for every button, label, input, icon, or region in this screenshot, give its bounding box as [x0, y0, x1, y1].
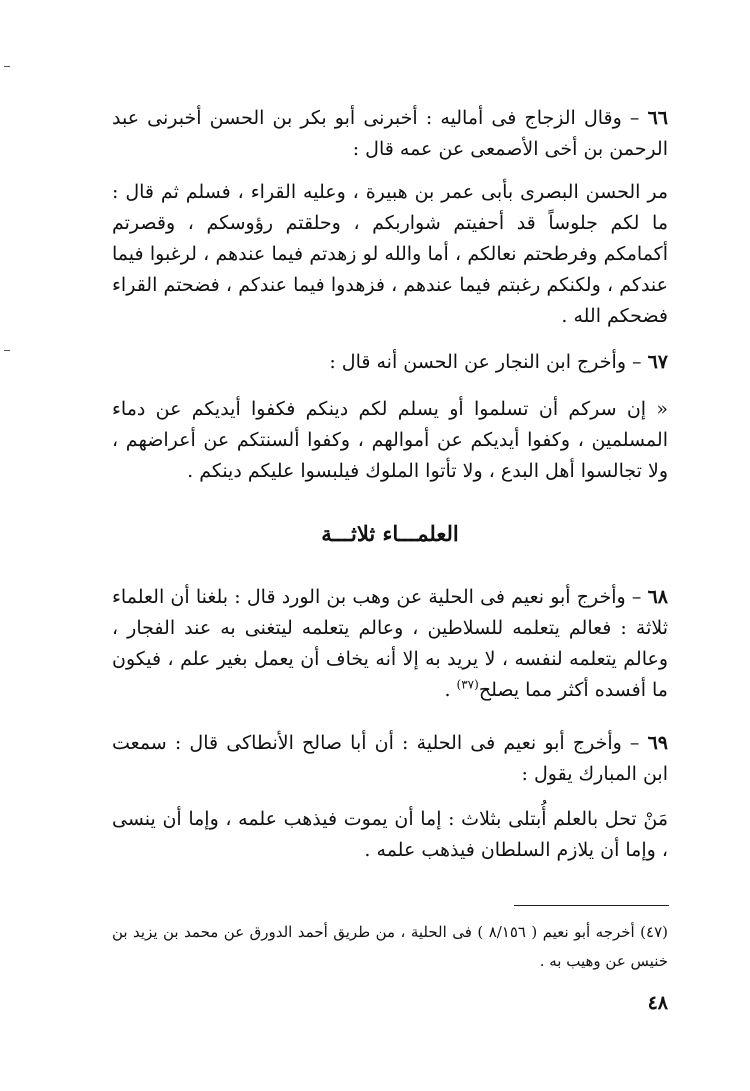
paragraph-text: – وأخرج أبو نعيم فى الحلية : أن أبا صالح الأنطاكى قال : سمعت ابن المبارك يقول : — [112, 732, 668, 785]
paragraph-text: – وقال الزجاج فى أماليه : أخبرنى أبو بكر بن الحسن أخبرنى عبد الرحمن بن أخى الأصمعى عن عمه قال : — [112, 107, 668, 160]
paragraph-69-quote — [112, 804, 668, 866]
section-heading: العلمـــاء ثلاثـــة — [321, 521, 459, 546]
paragraph-67 — [112, 347, 668, 378]
quote-text: مر الحسن البصرى بأبى عمر بن هبيرة ، وعليه القراء ، فسلم ثم قال : ما لكم جلوساً قد أحفيتم شواربكم ، وحلقتم رؤوسكم ، وقصرتم أكمامكم وفرطحتم نعالكم ، أما والله لو زهدتم فيما عندهم ، لرغبوا فيما عندكم ، ولكنكم رغبتم فيما عندهم ، فزهدوا فيما عندكم ، فضحتم القراء فضحكم الله . — [112, 181, 668, 327]
paragraph-text-end: . — [444, 679, 457, 701]
paragraph-number: ٦٧ — [647, 351, 668, 373]
paragraph-text: – وأخرج أبو نعيم فى الحلية عن وهب بن الورد قال : بلغنا أن العلماء ثلاثة : فعالم يتعلمه للسلاطين ، وعالم يتعلمه ليتغنى به عند الفجار ، وعالم يتعلمه لنفسه ، لا يريد به إلا أنه يخاف أن يعمل بغير علم ، فيكون ما أفسده أكثر مما يصلح — [112, 586, 668, 701]
paragraph-67-quote — [112, 394, 668, 487]
quote-text: « إن سركم أن تسلموا أو يسلم لكم دينكم فكفوا أيديكم عن دماء المسلمين ، وكفوا أيديكم عن أموالهم ، وكفوا ألسنتكم عن أعراضهم ، ولا تجالسوا أهل البدع ، ولا تأتوا الملوك فيلبسوا عليكم دينكم . — [112, 398, 668, 482]
paragraph-text: – وأخرج ابن النجار عن الحسن أنه قال : — [329, 351, 648, 373]
paragraph-number: ٦٦ — [647, 107, 668, 129]
page-number: ٤٨ — [647, 992, 668, 1014]
paragraph-number: ٦٩ — [647, 732, 668, 754]
footnote-divider — [514, 905, 669, 906]
margin-mark — [4, 350, 10, 351]
paragraph-66 — [112, 103, 668, 165]
quote-text: مَنْ تحل بالعلم أُبتلى بثلاث : إما أن يموت فيذهب علمه ، وإما أن ينسى ، وإما أن يلازم السلطان فيذهب علمه . — [112, 808, 668, 861]
paragraph-69 — [112, 728, 668, 790]
paragraph-number: ٦٨ — [647, 586, 668, 608]
paragraph-68 — [112, 582, 668, 706]
paragraph-66-quote — [112, 177, 668, 332]
margin-mark — [4, 66, 10, 67]
footnote-reference: (٣٧) — [456, 677, 479, 692]
footnote: (٤٧) أخرجه أبو نعيم ( ٨/١٥٦ ) فى الحلية ، من طريق أحمد الدورق عن محمد بن يزيد بن خنيس عن وهيب به . — [112, 923, 668, 970]
